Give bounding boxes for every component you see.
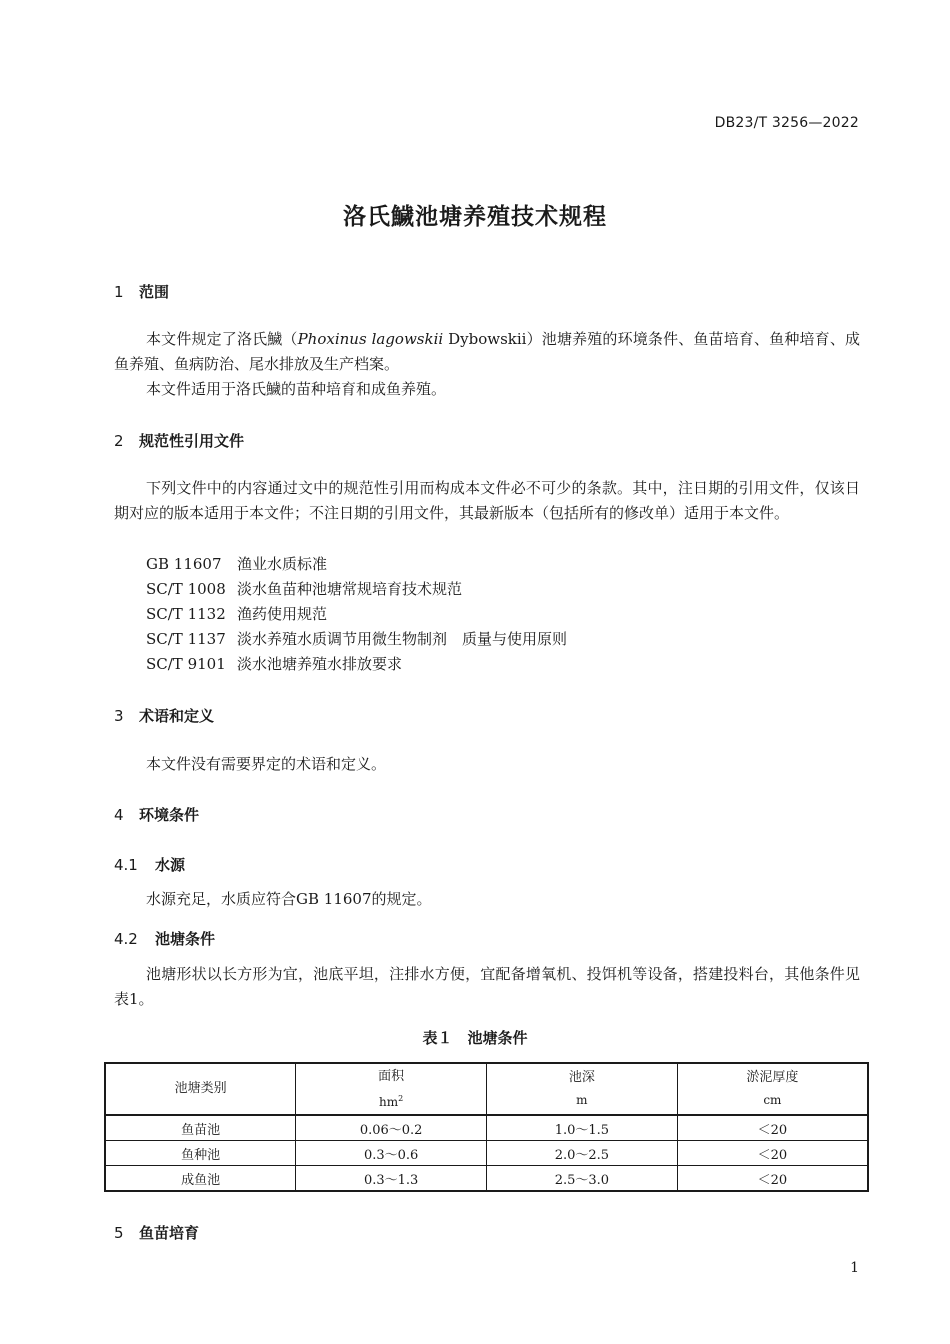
cell-silt: ＜20 — [677, 1141, 868, 1166]
section-5-title: 鱼苗培育 — [139, 1224, 200, 1242]
table-row — [105, 1141, 868, 1166]
reference-name: 淡水池塘养殖水排放要求 — [237, 655, 403, 673]
cell-depth: 2.5～3.0 — [487, 1166, 678, 1192]
section-3-paragraph: 本文件没有需要界定的术语和定义。 — [146, 755, 387, 773]
latin-species-name: Phoxinus lagowskii — [297, 330, 444, 348]
section-3-heading — [114, 705, 214, 726]
cell-pond-type: 成鱼池 — [105, 1166, 296, 1192]
section-4-title: 环境条件 — [139, 806, 200, 824]
reference-name: 渔业水质标准 — [237, 555, 328, 573]
section-4-1-title: 水源 — [155, 856, 186, 874]
cell-area: 0.3～1.3 — [296, 1166, 487, 1192]
reference-code: SC/T 1137 — [146, 630, 226, 648]
cell-pond-type: 鱼苗池 — [105, 1115, 296, 1141]
header-label: 面积 — [378, 1068, 405, 1084]
header-unit: m — [576, 1093, 588, 1107]
reference-code: GB 11607 — [146, 555, 222, 573]
header-unit — [296, 1088, 486, 1113]
reference-code: SC/T 1132 — [146, 605, 226, 623]
section-4-1-paragraph: 水源充足，水质应符合GB 11607的规定。 — [146, 890, 432, 908]
table-caption: 表１ 池塘条件 — [422, 1029, 528, 1047]
section-4-heading — [114, 804, 199, 825]
section-1-title: 范围 — [139, 283, 170, 301]
header-depth — [487, 1063, 678, 1115]
section-1-paragraph-1 — [114, 327, 860, 377]
unit-superscript: 2 — [398, 1093, 404, 1103]
section-2-heading — [114, 430, 244, 451]
reference-code: SC/T 9101 — [146, 655, 226, 673]
section-1-number: 1 — [114, 283, 124, 301]
section-1-paragraph-2: 本文件适用于洛氏鱥的苗种培育和成鱼养殖。 — [146, 380, 447, 398]
cell-pond-type: 鱼种池 — [105, 1141, 296, 1166]
section-2-paragraph: 下列文件中的内容通过文中的规范性引用而构成本文件必不可少的条款。其中，注日期的引用文件，仅该日期对应的版本适用于本文件；不注日期的引用文件，其最新版本（包括所有的修改单）适用于本文件。 — [114, 479, 860, 522]
section-2-number: 2 — [114, 432, 124, 450]
pond-conditions-table — [104, 1062, 869, 1192]
table-row — [105, 1115, 868, 1141]
page-number: 1 — [850, 1260, 859, 1276]
section-4-2-paragraph: 池塘形状以长方形为宜，池底平坦，注排水方便，宜配备增氧机、投饵机等设备，搭建投料台，其他条件见表1。 — [114, 965, 860, 1008]
species-author: Dybowskii） — [443, 330, 542, 348]
header-label: 池深 — [568, 1070, 595, 1085]
reference-item — [146, 653, 402, 674]
cell-depth: 1.0～1.5 — [487, 1115, 678, 1141]
scope-text-start: 本文件规定了洛氏鱥（ — [146, 330, 298, 348]
reference-code: SC/T 1008 — [146, 580, 226, 598]
cell-area: 0.3～0.6 — [296, 1141, 487, 1166]
cell-area: 0.06～0.2 — [296, 1115, 487, 1141]
table-header-row — [105, 1063, 868, 1115]
reference-item — [146, 578, 462, 599]
scope-text-end: 池塘养殖的环境条件、鱼苗培育、鱼种培育、成鱼养殖、鱼病防治、尾水排放及生产档案。 — [114, 330, 860, 373]
section-5-heading — [114, 1222, 199, 1243]
section-4-2-title: 池塘条件 — [155, 930, 216, 948]
section-4-1-heading — [114, 854, 185, 875]
header-area — [296, 1063, 487, 1115]
section-3-title: 术语和定义 — [139, 707, 215, 725]
table-row — [105, 1166, 868, 1192]
header-label: 淤泥厚度 — [746, 1070, 799, 1085]
section-2-title: 规范性引用文件 — [139, 432, 245, 450]
header-pond-type — [105, 1063, 296, 1115]
reference-name: 渔药使用规范 — [237, 605, 328, 623]
cell-depth: 2.0～2.5 — [487, 1141, 678, 1166]
reference-name: 淡水养殖水质调节用微生物制剂 质量与使用原则 — [237, 630, 568, 648]
section-5-number: 5 — [114, 1224, 124, 1242]
section-1-heading — [114, 281, 169, 302]
cell-silt: ＜20 — [677, 1166, 868, 1192]
section-4-2-number: 4.2 — [114, 930, 138, 948]
unit-text: hm — [379, 1094, 399, 1109]
section-4-2-heading — [114, 928, 215, 949]
header-label: 池塘类别 — [174, 1081, 227, 1096]
reference-item — [146, 603, 327, 624]
reference-item — [146, 553, 327, 574]
standard-code: DB23/T 3256—2022 — [714, 115, 859, 131]
header-silt-thickness — [677, 1063, 868, 1115]
cell-silt: ＜20 — [677, 1115, 868, 1141]
reference-name: 淡水鱼苗种池塘常规培育技术规范 — [237, 580, 463, 598]
section-4-number: 4 — [114, 806, 124, 824]
document-title: 洛氏鱥池塘养殖技术规程 — [343, 204, 607, 230]
reference-item — [146, 628, 567, 649]
header-unit: cm — [763, 1093, 782, 1107]
section-4-1-number: 4.1 — [114, 856, 138, 874]
section-3-number: 3 — [114, 707, 124, 725]
